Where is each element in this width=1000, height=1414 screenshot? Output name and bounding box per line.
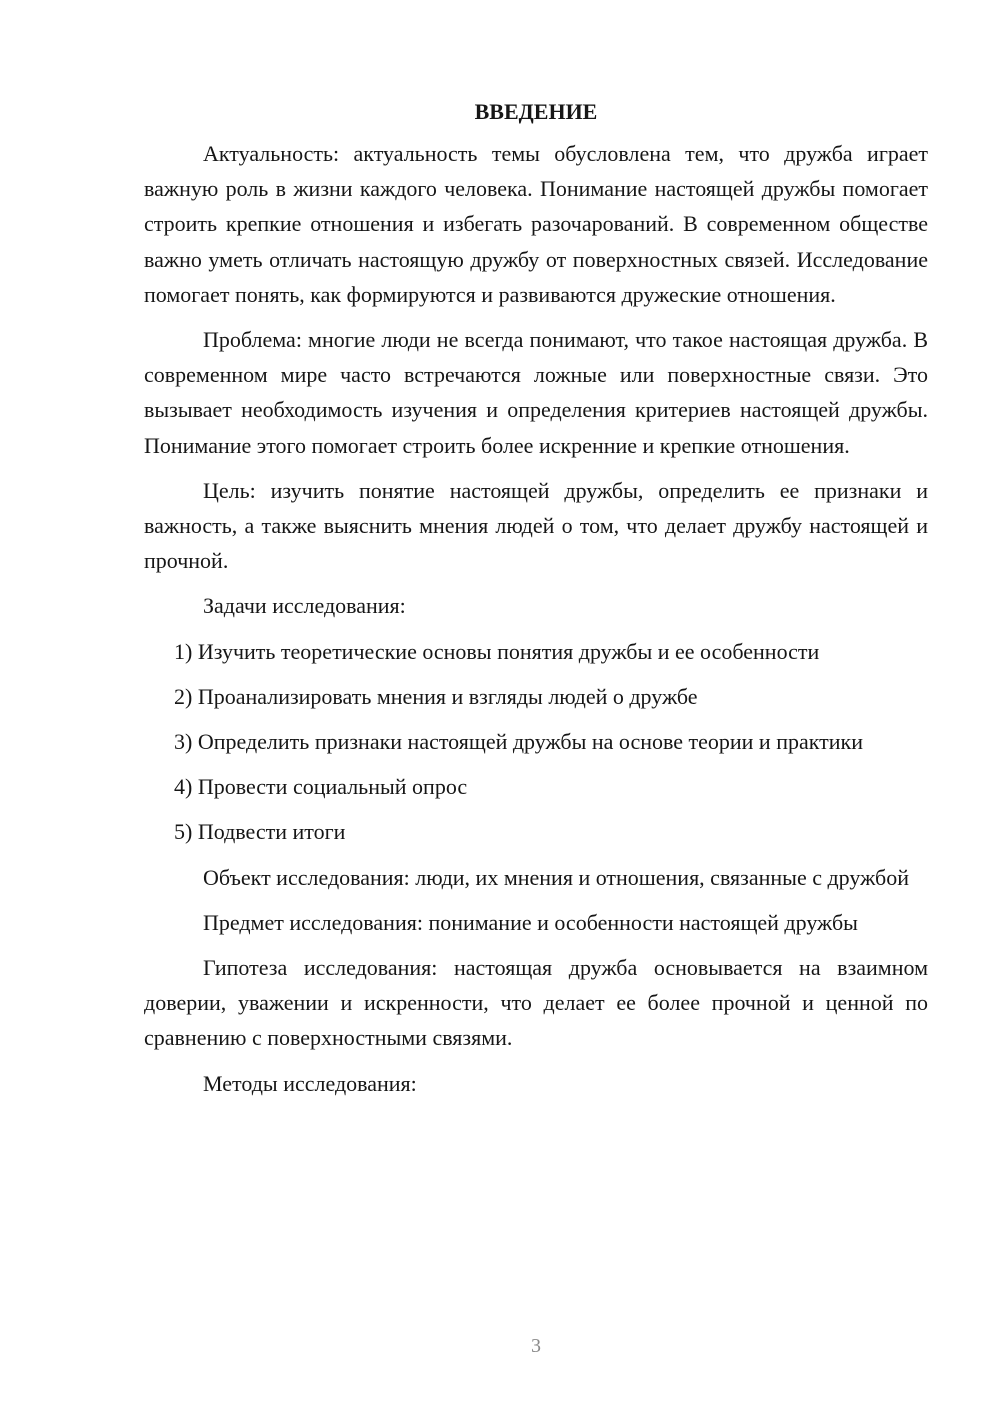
subject-paragraph: Предмет исследования: понимание и особенности настоящей дружбы bbox=[203, 909, 858, 935]
relevance-paragraph: Актуальность: актуальность темы обусловлена тем, что дружба играет важную роль в жизни каждого человека. Понимание настоящей дружбы помогает строить крепкие отношения и избегать разочарований. В современном обществе важно уметь отличать настоящую дружбу от поверхностных связей. Исследование помогает понять, как формируются и развиваются дружеские отношения. bbox=[144, 141, 928, 307]
task-item-2: 2) Проанализировать мнения и взгляды людей о дружбе bbox=[174, 683, 698, 709]
problem-paragraph: Проблема: многие люди не всегда понимают, что такое настоящая дружба. В современном мире часто встречаются ложные или поверхностные связи. Это вызывает необходимость изучения и определения критериев настоящей дружбы. Понимание этого помогает строить более искренние и крепкие отношения. bbox=[144, 327, 928, 458]
page-content bbox=[144, 96, 928, 1111]
hypothesis-paragraph: Гипотеза исследования: настоящая дружба основывается на взаимном доверии, уважении и искренности, что делает ее более прочной и ценной по сравнению с поверхностными связями. bbox=[144, 955, 928, 1051]
task-item-3: 3) Определить признаки настоящей дружбы на основе теории и практики bbox=[174, 729, 863, 755]
task-item-1: 1) Изучить теоретические основы понятия дружбы и ее особенности bbox=[174, 638, 820, 664]
page-number: 3 bbox=[531, 1335, 541, 1357]
task-item-5: 5) Подвести итоги bbox=[174, 819, 346, 845]
object-paragraph: Объект исследования: люди, их мнения и отношения, связанные с дружбой bbox=[203, 864, 909, 890]
goal-paragraph: Цель: изучить понятие настоящей дружбы, определить ее признаки и важность, а также выяснить мнения людей о том, что делает дружбу настоящей и прочной. bbox=[144, 477, 928, 574]
section-heading: ВВЕДЕНИЕ bbox=[474, 99, 598, 124]
tasks-title: Задачи исследования: bbox=[203, 593, 406, 619]
methods-title: Методы исследования: bbox=[203, 1070, 417, 1096]
task-item-4: 4) Провести социальный опрос bbox=[174, 774, 468, 800]
